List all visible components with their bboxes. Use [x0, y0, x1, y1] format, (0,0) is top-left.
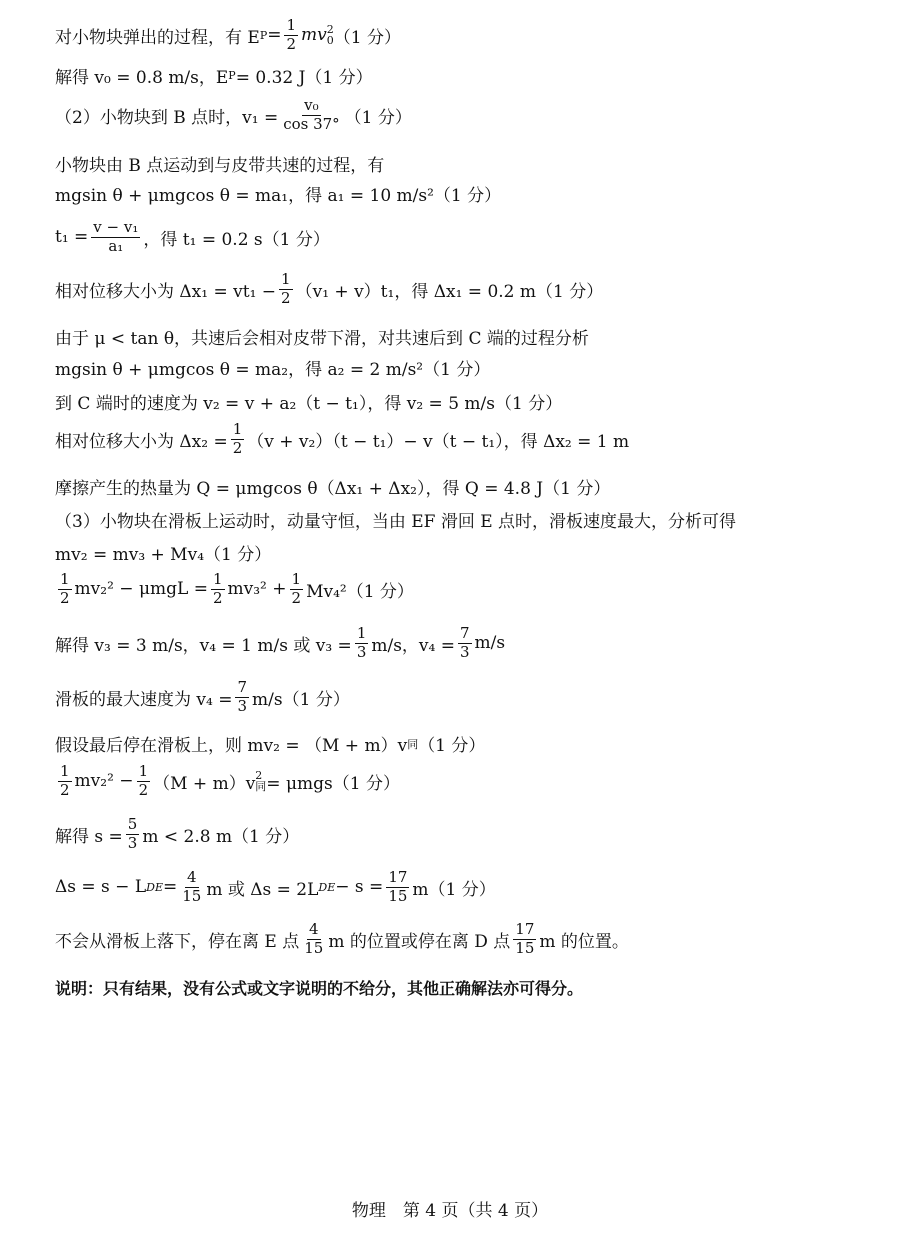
numerator: v₀: [304, 96, 319, 114]
fraction: [235, 680, 249, 715]
line-9: [55, 355, 490, 380]
numerator: 17: [388, 868, 408, 886]
text: = 0.32 J（1 分）: [235, 68, 373, 88]
line-17: [55, 680, 350, 715]
sup-sub: [255, 770, 266, 792]
line-11: [55, 422, 629, 457]
line-20: [55, 817, 299, 852]
text: （2）小物块到 B 点时，v₁ =: [55, 107, 279, 128]
text: 相对位移大小为 Δx₂ =: [55, 431, 228, 452]
denominator: a₁: [108, 236, 124, 255]
line-8: [55, 324, 589, 349]
text: 摩擦产生的热量为 Q = μmgcos θ（Δx₁ + Δx₂），得 Q = 4.8 J（1 分）: [55, 479, 611, 499]
line-19: [55, 764, 400, 799]
fraction: [281, 98, 341, 133]
fraction: [91, 220, 140, 255]
text: （3）小物块在滑板上运动时，动量守恒，当由 EF 滑回 E 点时，滑板速度最大，分析可得: [55, 512, 737, 532]
text: （v₁ + v）t₁，得 Δx₁ = 0.2 m（1 分）: [295, 281, 604, 302]
text: =: [267, 25, 282, 46]
fraction: [513, 922, 536, 957]
fraction: [137, 764, 151, 799]
numerator: 4: [308, 920, 319, 938]
fraction: [231, 422, 245, 457]
note-text: 说明：只有结果，没有公式或文字说明的不给分，其他正确解法亦可得分。: [55, 979, 584, 998]
text: mgsin θ + μmgcos θ = ma₂，得 a₂ = 2 m/s²（1 分）: [55, 360, 491, 380]
text: 相对位移大小为 Δx₁ = vt₁ −: [55, 281, 277, 302]
line-22: [55, 922, 629, 957]
line-18: [55, 731, 485, 756]
text: m/s，v₄ =: [371, 635, 455, 656]
numerator: 7: [460, 624, 470, 642]
text: 对小物块弹出的过程，有 E: [55, 27, 260, 48]
line-14: [55, 540, 271, 565]
numerator: 1: [232, 420, 243, 438]
subscript: 同: [255, 780, 267, 794]
denominator: 15: [515, 938, 535, 957]
fraction: [279, 272, 293, 307]
text: t₁ =: [55, 227, 89, 248]
subscript: DE: [146, 880, 163, 894]
numerator: 1: [291, 570, 302, 588]
line-2: [55, 63, 373, 88]
text: （v + v₂）（t − t₁）− v（t − t₁），得 Δx₂ = 1 m: [247, 431, 630, 452]
denominator: 2: [212, 588, 223, 607]
fraction: [302, 922, 325, 957]
note-line: [55, 976, 583, 999]
text: mv₂² − μmgL =: [74, 579, 208, 600]
subscript: P: [228, 69, 236, 82]
text: =: [162, 877, 178, 898]
text: Mv₄²（1 分）: [306, 581, 414, 602]
line-15: [55, 572, 414, 607]
text: mv: [301, 25, 327, 46]
line-10: [55, 389, 562, 414]
numerator: 7: [237, 678, 248, 696]
text: m 的位置。: [539, 931, 629, 952]
line-21: [55, 870, 496, 905]
fraction: [58, 764, 72, 799]
text: 不会从滑板上落下，停在离 E 点: [55, 931, 300, 952]
numerator: 1: [138, 762, 149, 780]
text: − s =: [335, 877, 384, 898]
text: = μmgs（1 分）: [266, 773, 400, 794]
fraction: [180, 870, 203, 905]
line-13: [55, 507, 736, 532]
text: Δs = s − L: [55, 877, 147, 898]
text: m/s（1 分）: [252, 689, 350, 710]
text: ，得 t₁ = 0.2 s（1 分）: [143, 229, 330, 250]
numerator: 17: [515, 920, 535, 938]
text: 假设最后停在滑板上，则 mv₂ = （M + m）v: [55, 736, 408, 756]
numerator: 1: [356, 624, 367, 642]
sup-sub: [327, 24, 334, 46]
fraction: [355, 626, 369, 661]
numerator: 4: [187, 868, 197, 886]
numerator: 5: [127, 815, 138, 833]
text: mgsin θ + μmgcos θ = ma₁，得 a₁ = 10 m/s²（1 分）: [55, 186, 502, 206]
text: m 的位置或停在离 D 点: [328, 931, 511, 952]
line-3: [55, 98, 412, 133]
numerator: 1: [60, 762, 70, 780]
text: （1 分）: [344, 107, 412, 128]
fraction: [126, 817, 140, 852]
line-7: [55, 272, 603, 307]
text: m（1 分）: [412, 879, 496, 900]
text: 由于 μ < tan θ，共速后会相对皮带下滑，对共速后到 C 端的过程分析: [55, 329, 589, 349]
denominator: 2: [138, 780, 149, 799]
fraction: [284, 18, 298, 53]
text: m < 2.8 m（1 分）: [142, 826, 300, 847]
fraction: [211, 572, 225, 607]
text: （1 分）: [333, 27, 401, 48]
fraction: [290, 572, 304, 607]
subscript: DE: [318, 880, 336, 894]
text: （M + m）v: [153, 773, 256, 794]
denominator: 15: [304, 938, 324, 957]
denominator: 15: [182, 886, 202, 905]
denominator: 2: [60, 588, 70, 607]
text: 滑板的最大速度为 v₄ =: [55, 689, 233, 710]
text: （1 分）: [418, 736, 486, 756]
denominator: 2: [291, 588, 302, 607]
denominator: 3: [460, 642, 470, 661]
denominator: 3: [237, 696, 248, 715]
subscript: 同: [407, 737, 419, 751]
superscript: 2: [255, 769, 263, 783]
text: mv₂² −: [74, 771, 134, 792]
page-footer: 物理 第 4 页（共 4 页）: [351, 1201, 549, 1221]
denominator: 2: [286, 34, 297, 53]
text: 解得 v₀ = 0.8 m/s，E: [55, 68, 229, 88]
numerator: 1: [60, 570, 70, 588]
text: m/s: [474, 633, 506, 654]
denominator: 2: [60, 780, 70, 799]
denominator: 3: [356, 642, 367, 661]
text: mv₃² +: [227, 579, 287, 600]
text: m 或 Δs = 2L: [206, 879, 319, 900]
denominator: 2: [281, 288, 291, 307]
numerator: 1: [212, 570, 223, 588]
text: 到 C 端时的速度为 v₂ = v + a₂（t − t₁），得 v₂ = 5 m/s（1 分）: [55, 394, 563, 414]
denominator: 3: [127, 833, 138, 852]
line-4: [55, 151, 384, 176]
line-6: [55, 220, 330, 255]
denominator: cos 37°: [283, 114, 340, 133]
text: mv₂ = mv₃ + Mv₄（1 分）: [55, 545, 272, 565]
numerator: 1: [286, 16, 297, 34]
superscript: 2: [326, 23, 334, 37]
text: 解得 s =: [55, 826, 123, 847]
numerator: 1: [281, 270, 291, 288]
fraction: [458, 626, 472, 661]
line-16: [55, 626, 505, 661]
numerator: v − v₁: [93, 218, 139, 236]
text: 解得 v₃ = 3 m/s，v₄ = 1 m/s 或 v₃ =: [55, 635, 352, 656]
fraction: [386, 870, 409, 905]
subscript: P: [259, 28, 268, 42]
subscript: 0: [326, 34, 334, 48]
line-1: [55, 18, 401, 53]
text: 小物块由 B 点运动到与皮带共速的过程，有: [55, 156, 385, 176]
fraction: [58, 572, 72, 607]
line-5: [55, 181, 501, 206]
line-12: [55, 474, 610, 499]
denominator: 2: [232, 438, 243, 457]
denominator: 15: [388, 886, 408, 905]
